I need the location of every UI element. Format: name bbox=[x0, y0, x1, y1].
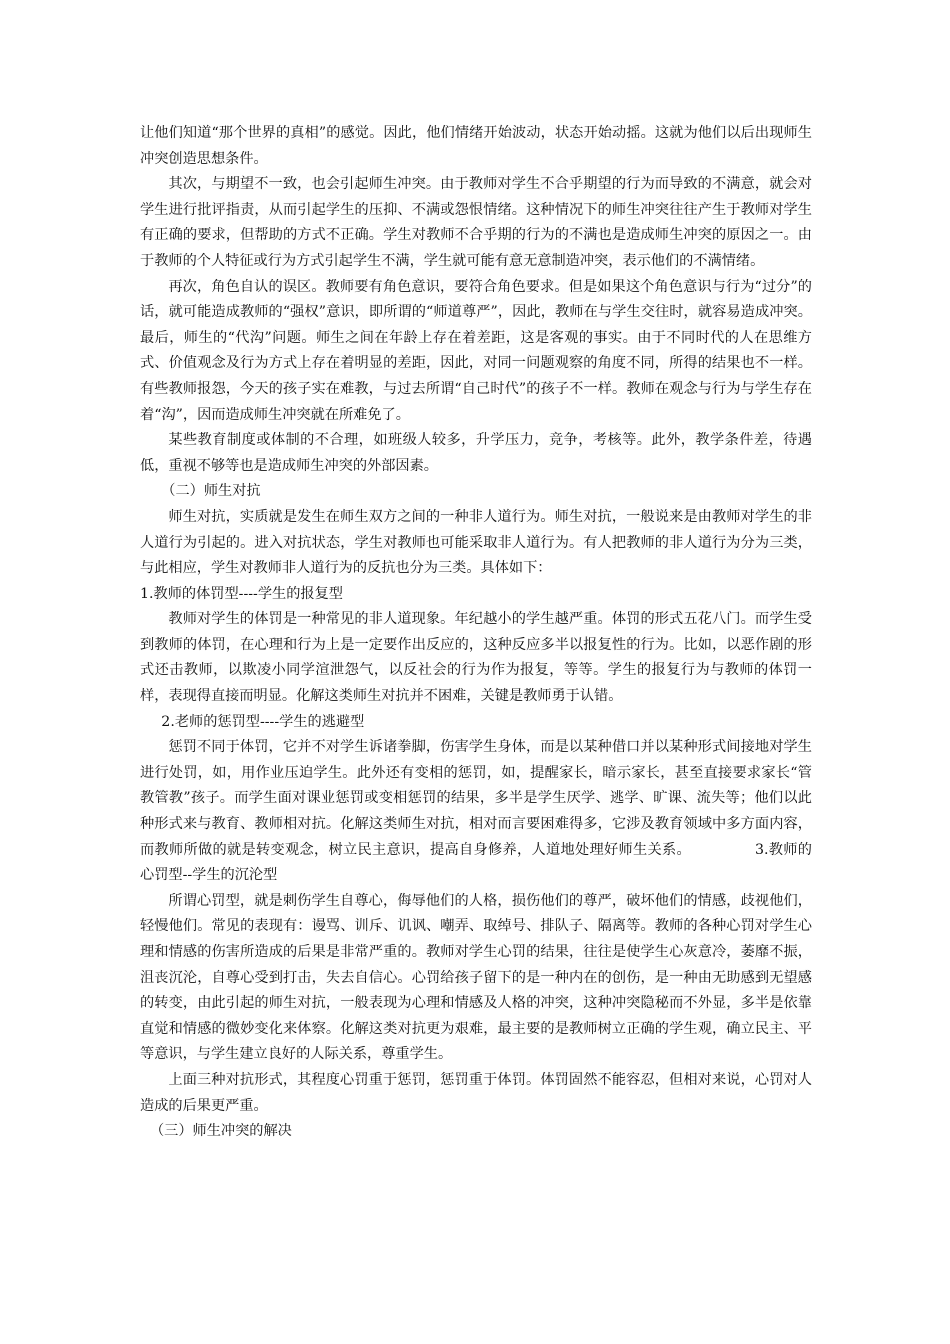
paragraph-1: 让他们知道“那个世界的真相”的感觉。因此，他们情绪开始波动，状态开始动摇。这就为他们以后出现师生冲突创造思想条件。 bbox=[140, 125, 812, 167]
paragraph-7-text: 惩罚不同于体罚，它并不对学生诉诸拳脚，伤害学生身体，而是以某种借口并以某种形式间接地对学生进行处罚，如，用作业压迫学生。此外还有变相的惩罚，如，提醒家长，暗示家长，甚至直接要求家长“管教管教”孩子。而学生面对课业惩罚或变相惩罚的结果，多半是学生厌学、逃学、旷课、流失等；他们以此种形式来与教育、教师相对抗。化解这类师生对抗，相对而言要困难得多，它涉及教育领域中多方面内容，而教师所做的就是转变观念，树立民主意识，提高自身修养，人道地处理好师生关系。 bbox=[140, 739, 812, 858]
subheading-type-1: 1.教师的体罚型----学生的报复型 bbox=[140, 585, 343, 602]
subheading-type-3: 3.教师的心罚型--学生的沉沦型 bbox=[140, 841, 812, 884]
paragraph-7 bbox=[140, 735, 812, 889]
subheading-type-2: 2.老师的惩罚型----学生的逃避型 bbox=[161, 713, 365, 730]
paragraph-5: 师生对抗，实质就是发生在师生双方之间的一种非人道行为。师生对抗，一般说来是由教师对学生的非人道行为引起的。进入对抗状态，学生对教师也可能采取非人道行为。有人把教师的非人道行为分为三类，与此相应，学生对教师非人道行为的反抗也分为三类。具体如下： bbox=[140, 508, 812, 577]
paragraph-8: 所谓心罚型，就是刺伤学生自尊心，侮辱他们的人格，损伤他们的尊严，破坏他们的情感，歧视他们，轻慢他们。常见的表现有：谩骂、训斥、讥讽、嘲弄、取绰号、排队子、隔离等。教师的各种心罚对学生心理和情感的伤害所造成的后果是非常严重的。教师对学生心罚的结果，往往是使学生心灰意冷，萎靡不振，沮丧沉沦，自尊心受到打击，失去自信心。心罚给孩子留下的是一种内在的创伤，是一种由无助感到无望感的转变，由此引起的师生对抗，一般表现为心理和情感及人格的冲突，这种冲突隐秘而不外显，多半是依靠直觉和情感的微妙变化来体察。化解这类对抗更为艰难，最主要的是教师树立正确的学生观，确立民主、平等意识，与学生建立良好的人际关系，尊重学生。 bbox=[140, 892, 812, 1063]
paragraph-3: 再次，角色自认的误区。教师要有角色意识，要符合角色要求。但是如果这个角色意识与行为“过分”的话，就可能造成教师的“强权”意识，即所谓的“师道尊严”，因此，教师在与学生交往时，就容易造成冲突。最后，师生的“代沟”问题。师生之间在年龄上存在着差距，这是客观的事实。由于不同时代的人在思维方式、价值观念及行为方式上存在着明显的差距，因此，对同一问题观察的角度不同，所得的结果也不一样。有些教师报怨，今天的孩子实在难教，与过去所谓“自己时代”的孩子不一样。教师在观念与行为与学生存在着“沟”，因而造成师生冲突就在所难免了。 bbox=[140, 278, 812, 423]
section-heading-2: （二）师生对抗 bbox=[161, 483, 261, 500]
paragraph-2: 其次，与期望不一致，也会引起师生冲突。由于教师对学生不合乎期望的行为而导致的不满意，就会对学生进行批评指责，从而引起学生的压抑、不满或怨恨情绪。这种情况下的师生冲突往往产生于教师对学生有正确的要求，但帮助的方式不正确。学生对教师不合乎期的行为的不满也是造成师生冲突的原因之一。由于教师的个人特征或行为方式引起学生不满，学生就可能有意无意制造冲突，表示他们的不满情绪。 bbox=[140, 176, 812, 269]
paragraph-4: 某些教育制度或体制的不合理，如班级人较多，升学压力，竞争，考核等。此外，教学条件差，待遇低，重视不够等也是造成师生冲突的外部因素。 bbox=[140, 432, 812, 474]
paragraph-6: 教师对学生的体罚是一种常见的非人道现象。年纪越小的学生越严重。体罚的形式五花八门。而学生受到教师的体罚，在心理和行为上是一定要作出反应的，这种反应多半以报复性的行为。比如，以恶作剧的形式还击教师，以欺凌小同学渲泄怨气，以反社会的行为作为报复，等等。学生的报复行为与教师的体罚一样，表现得直接而明显。化解这类师生对抗并不困难，关键是教师勇于认错。 bbox=[140, 611, 812, 705]
paragraph-9: 上面三种对抗形式，其程度心罚重于惩罚，惩罚重于体罚。体罚固然不能容忍，但相对来说，心罚对人造成的后果更严重。 bbox=[140, 1071, 812, 1114]
section-heading-3: （三）师生冲突的解决 bbox=[149, 1123, 292, 1140]
document-page bbox=[140, 121, 812, 1145]
